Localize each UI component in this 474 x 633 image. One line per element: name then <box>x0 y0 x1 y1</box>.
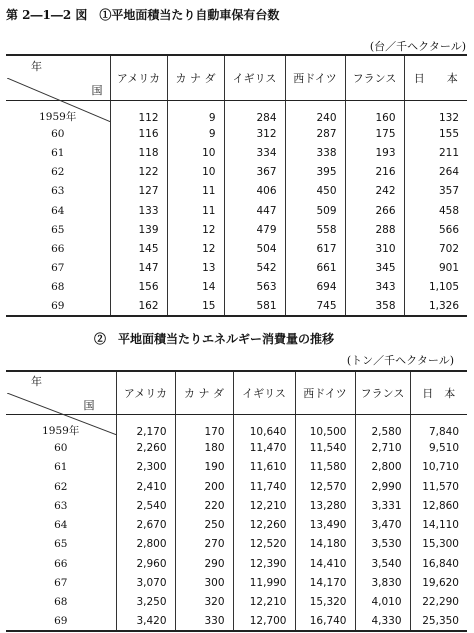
table1-value-cell: 112 <box>110 100 167 124</box>
table1-row <box>6 220 467 239</box>
table2-value-cell: 190 <box>175 458 233 477</box>
table1 <box>6 54 467 317</box>
table1-value-cell: 11 <box>167 182 224 201</box>
table1-value-cell: 334 <box>224 143 285 162</box>
table1-value-cell: 11 <box>167 201 224 220</box>
table2-value-cell: 12,520 <box>233 535 295 554</box>
table2-value-cell: 14,410 <box>295 554 355 573</box>
table1-value-cell: 13 <box>167 259 224 278</box>
table1-value-cell: 264 <box>404 163 467 182</box>
table2-value-cell: 3,530 <box>355 535 410 554</box>
table2-value-cell: 330 <box>175 612 233 631</box>
table1-value-cell: 175 <box>345 124 404 143</box>
table1-year-cell: 65 <box>51 223 65 236</box>
table1-value-cell: 312 <box>224 124 285 143</box>
table2-year-cell: 64 <box>54 519 68 532</box>
table2-value-cell: 22,290 <box>410 593 467 612</box>
table2-value-cell: 2,300 <box>116 458 175 477</box>
table2-row <box>6 573 467 592</box>
table1-value-cell: 542 <box>224 259 285 278</box>
table1-value-cell: 310 <box>345 239 404 258</box>
table1-row <box>6 297 467 316</box>
table1-value-cell: 216 <box>345 163 404 182</box>
table2-value-cell: 11,990 <box>233 573 295 592</box>
table2-value-cell: 19,620 <box>410 573 467 592</box>
table1-value-cell: 563 <box>224 278 285 297</box>
table2-header-row <box>6 371 467 414</box>
table2-value-cell: 2,580 <box>355 414 410 438</box>
table1-value-cell: 581 <box>224 297 285 316</box>
table1-col-header: カ ナ ダ <box>167 55 224 100</box>
table2-value-cell: 3,470 <box>355 515 410 534</box>
table2-corner-country: 国 <box>83 398 95 412</box>
table1-row <box>6 143 467 162</box>
table1-year-cell: 69 <box>6 297 110 316</box>
table1-row <box>6 278 467 297</box>
table1-value-cell: 509 <box>285 201 345 220</box>
table1-value-cell: 193 <box>345 143 404 162</box>
table1-value-cell: 745 <box>285 297 345 316</box>
table2-row <box>6 515 467 534</box>
table2-row <box>6 593 467 612</box>
table2-row <box>6 535 467 554</box>
table1-value-cell: 9 <box>167 100 224 124</box>
table2-row <box>6 458 467 477</box>
table1-value-cell: 211 <box>404 143 467 162</box>
table1-value-cell: 447 <box>224 201 285 220</box>
table2-value-cell: 10,500 <box>295 414 355 438</box>
table2-value-cell: 25,350 <box>410 612 467 631</box>
table2-col-header: フランス <box>355 371 410 414</box>
table2-corner-cell <box>6 371 116 414</box>
table1-row <box>6 182 467 201</box>
table1-value-cell: 147 <box>110 259 167 278</box>
table2-value-cell: 3,331 <box>355 496 410 515</box>
table1-year-cell: 63 <box>51 185 65 198</box>
table1-row <box>6 239 467 258</box>
table1-value-cell: 345 <box>345 259 404 278</box>
table2-value-cell: 300 <box>175 573 233 592</box>
table2-value-cell: 11,470 <box>233 438 295 457</box>
table2-value-cell: 12,570 <box>295 477 355 496</box>
table2-col-header: 西ドイツ <box>295 371 355 414</box>
table1-col-header: フランス <box>345 55 404 100</box>
table1-value-cell: 10 <box>167 143 224 162</box>
table2-value-cell: 12,210 <box>233 496 295 515</box>
table2-value-cell: 14,110 <box>410 515 467 534</box>
table2-col-header: アメリカ <box>116 371 175 414</box>
table2-year-cell: 65 <box>54 538 68 551</box>
table2-row <box>6 477 467 496</box>
table1-value-cell: 12 <box>167 220 224 239</box>
table2-value-cell: 180 <box>175 438 233 457</box>
table2-value-cell: 7,840 <box>410 414 467 438</box>
table1-value-cell: 406 <box>224 182 285 201</box>
table2-value-cell: 3,420 <box>116 612 175 631</box>
table2 <box>6 370 467 632</box>
table1-value-cell: 338 <box>285 143 345 162</box>
table1-value-cell: 1,326 <box>404 297 467 316</box>
table2-value-cell: 11,540 <box>295 438 355 457</box>
table2-year-cell: 60 <box>54 441 68 454</box>
table1-year-cell: 60 <box>51 127 65 140</box>
table1-value-cell: 122 <box>110 163 167 182</box>
table1-value-cell: 558 <box>285 220 345 239</box>
table2-value-cell: 2,170 <box>116 414 175 438</box>
table1-value-cell: 162 <box>110 297 167 316</box>
table1-year-cell: 66 <box>51 242 65 255</box>
table1-value-cell: 14 <box>167 278 224 297</box>
table2-col-header: カ ナ ダ <box>175 371 233 414</box>
table2-unit: (トン／千ヘクタール) <box>346 354 454 367</box>
table2-value-cell: 290 <box>175 554 233 573</box>
table2-value-cell: 2,540 <box>116 496 175 515</box>
table2-value-cell: 320 <box>175 593 233 612</box>
table1-col-header: 日 本 <box>404 55 467 100</box>
table1-value-cell: 901 <box>404 259 467 278</box>
table1-value-cell: 694 <box>285 278 345 297</box>
table2-value-cell: 3,540 <box>355 554 410 573</box>
table1-year-cell: 1959年 <box>39 111 77 124</box>
table2-value-cell: 220 <box>175 496 233 515</box>
table1-value-cell: 479 <box>224 220 285 239</box>
table2-value-cell: 3,830 <box>355 573 410 592</box>
table1-value-cell: 10 <box>167 163 224 182</box>
table1-col-header: アメリカ <box>110 55 167 100</box>
table2-value-cell: 13,490 <box>295 515 355 534</box>
table1-value-cell: 617 <box>285 239 345 258</box>
table2-value-cell: 13,280 <box>295 496 355 515</box>
table1-value-cell: 343 <box>345 278 404 297</box>
table2-value-cell: 10,640 <box>233 414 295 438</box>
figure-title: 第 2―1―2 図 ①平地面積当たり自動車保有台数 <box>6 8 280 22</box>
table2-year-cell: 62 <box>54 480 68 493</box>
table1-value-cell: 118 <box>110 143 167 162</box>
table2-value-cell: 16,740 <box>295 612 355 631</box>
table1-value-cell: 450 <box>285 182 345 201</box>
table2-row <box>6 554 467 573</box>
table2-title: ② 平地面積当たりエネルギー消費量の推移 <box>94 332 335 346</box>
table1-row <box>6 124 467 143</box>
table2-value-cell: 12,260 <box>233 515 295 534</box>
table1-value-cell: 139 <box>110 220 167 239</box>
table2-value-cell: 2,260 <box>116 438 175 457</box>
table2-value-cell: 15,300 <box>410 535 467 554</box>
table1-value-cell: 242 <box>345 182 404 201</box>
table1-value-cell: 566 <box>404 220 467 239</box>
table1-value-cell: 156 <box>110 278 167 297</box>
table2-value-cell: 4,330 <box>355 612 410 631</box>
table1-value-cell: 132 <box>404 100 467 124</box>
table2-value-cell: 11,610 <box>233 458 295 477</box>
table1-year-cell: 68 <box>51 281 65 294</box>
table2-value-cell: 2,960 <box>116 554 175 573</box>
table2-value-cell: 3,070 <box>116 573 175 592</box>
table1-year-cell: 64 <box>51 204 65 217</box>
table2-value-cell: 16,840 <box>410 554 467 573</box>
table2-year-cell: 1959年 <box>42 425 80 438</box>
table1-col-header: 西ドイツ <box>285 55 345 100</box>
table1-value-cell: 358 <box>345 297 404 316</box>
table1-header-row <box>6 55 467 100</box>
table2-col-header: イギリス <box>233 371 295 414</box>
table1-value-cell: 458 <box>404 201 467 220</box>
table1-value-cell: 504 <box>224 239 285 258</box>
table2-corner-year: 年 <box>31 374 42 388</box>
table2-year-cell: 61 <box>54 461 68 474</box>
table1-year-cell: 67 <box>51 262 65 275</box>
table2-value-cell: 2,670 <box>116 515 175 534</box>
table2-value-cell: 270 <box>175 535 233 554</box>
table2-value-cell: 11,580 <box>295 458 355 477</box>
table1-corner-cell <box>6 55 110 100</box>
table2-value-cell: 2,410 <box>116 477 175 496</box>
table2-year-cell: 67 <box>54 577 68 590</box>
table1-row <box>6 201 467 220</box>
table2-value-cell: 11,740 <box>233 477 295 496</box>
table1-row <box>6 259 467 278</box>
table2-value-cell: 12,210 <box>233 593 295 612</box>
table2-year-cell: 68 <box>54 596 68 609</box>
table1-value-cell: 116 <box>110 124 167 143</box>
table2-value-cell: 12,700 <box>233 612 295 631</box>
table2-row <box>6 496 467 515</box>
table2-year-cell: 66 <box>54 557 68 570</box>
table1-value-cell: 160 <box>345 100 404 124</box>
table1-value-cell: 287 <box>285 124 345 143</box>
table2-value-cell: 2,990 <box>355 477 410 496</box>
table2-value-cell: 170 <box>175 414 233 438</box>
table2-value-cell: 10,710 <box>410 458 467 477</box>
table1-value-cell: 133 <box>110 201 167 220</box>
table2-value-cell: 200 <box>175 477 233 496</box>
table1-value-cell: 661 <box>285 259 345 278</box>
table2-value-cell: 12,390 <box>233 554 295 573</box>
table2-value-cell: 2,800 <box>355 458 410 477</box>
table2-value-cell: 250 <box>175 515 233 534</box>
table2-value-cell: 12,860 <box>410 496 467 515</box>
table1-value-cell: 357 <box>404 182 467 201</box>
table2-row <box>6 438 467 457</box>
table1-value-cell: 155 <box>404 124 467 143</box>
table2-value-cell: 2,800 <box>116 535 175 554</box>
table1-corner-country: 国 <box>91 83 103 97</box>
table2-value-cell: 14,180 <box>295 535 355 554</box>
table2-value-cell: 15,320 <box>295 593 355 612</box>
table1-corner-year: 年 <box>31 59 42 73</box>
table2-value-cell: 3,250 <box>116 593 175 612</box>
table2-col-header: 日 本 <box>410 371 467 414</box>
table2-row <box>6 612 467 631</box>
table2-value-cell: 11,570 <box>410 477 467 496</box>
table2-value-cell: 4,010 <box>355 593 410 612</box>
table1-value-cell: 145 <box>110 239 167 258</box>
table2-value-cell: 14,170 <box>295 573 355 592</box>
table1-year-cell: 62 <box>51 166 65 179</box>
table1-unit: (台／千ヘクタール) <box>369 40 466 53</box>
table2-value-cell: 9,510 <box>410 438 467 457</box>
table1-value-cell: 1,105 <box>404 278 467 297</box>
table1-value-cell: 395 <box>285 163 345 182</box>
table1-year-cell: 61 <box>51 146 65 159</box>
table2-year-cell: 69 <box>6 612 116 631</box>
table1-value-cell: 266 <box>345 201 404 220</box>
table1-row <box>6 163 467 182</box>
table1-value-cell: 9 <box>167 124 224 143</box>
table1-value-cell: 367 <box>224 163 285 182</box>
table1-value-cell: 288 <box>345 220 404 239</box>
table1-value-cell: 15 <box>167 297 224 316</box>
table2-year-cell: 63 <box>54 499 68 512</box>
table2-value-cell: 2,710 <box>355 438 410 457</box>
table1-value-cell: 12 <box>167 239 224 258</box>
table1-value-cell: 127 <box>110 182 167 201</box>
table1-value-cell: 240 <box>285 100 345 124</box>
table1-value-cell: 702 <box>404 239 467 258</box>
table1-col-header: イギリス <box>224 55 285 100</box>
table1-value-cell: 284 <box>224 100 285 124</box>
